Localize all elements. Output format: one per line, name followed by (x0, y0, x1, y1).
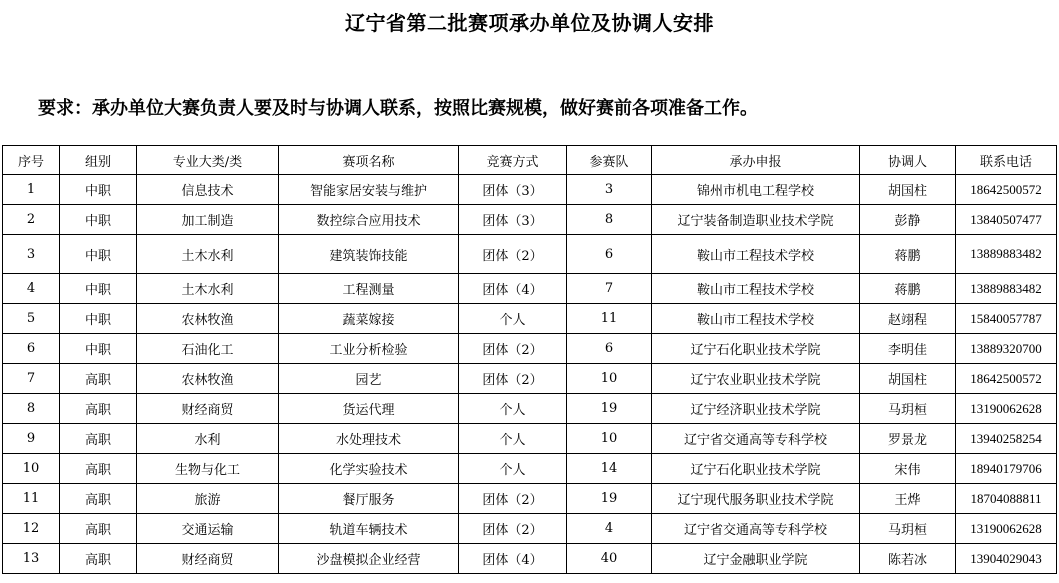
table-row (3, 304, 1057, 334)
cell-teams: 11 (567, 304, 652, 334)
cell-category: 水利 (137, 424, 279, 454)
cell-coordinator: 罗景龙 (860, 424, 956, 454)
cell-teams: 10 (567, 364, 652, 394)
table-row (3, 514, 1057, 544)
cell-index: 3 (3, 235, 60, 274)
cell-event: 化学实验技术 (279, 454, 459, 484)
cell-event: 工业分析检验 (279, 334, 459, 364)
cell-teams: 7 (567, 274, 652, 304)
cell-event: 蔬菜嫁接 (279, 304, 459, 334)
cell-coordinator: 胡国柱 (860, 364, 956, 394)
header-group: 组别 (60, 146, 137, 175)
cell-event: 园艺 (279, 364, 459, 394)
cell-event: 餐厅服务 (279, 484, 459, 514)
cell-phone: 18642500572 (956, 175, 1057, 205)
header-index: 序号 (3, 146, 60, 175)
cell-host: 辽宁金融职业学院 (652, 544, 860, 574)
cell-teams: 19 (567, 394, 652, 424)
cell-index: 12 (3, 514, 60, 544)
cell-event: 沙盘模拟企业经营 (279, 544, 459, 574)
cell-category: 农林牧渔 (137, 304, 279, 334)
requirement-note: 要求：承办单位大赛负责人要及时与协调人联系，按照比赛规模，做好赛前各项准备工作。 (38, 98, 758, 119)
cell-event: 水处理技术 (279, 424, 459, 454)
table-row (3, 544, 1057, 574)
cell-format: 团体（4） (459, 544, 567, 574)
cell-coordinator: 蒋鹏 (860, 274, 956, 304)
cell-host: 辽宁农业职业技术学院 (652, 364, 860, 394)
table-row (3, 205, 1057, 235)
table-row (3, 394, 1057, 424)
cell-coordinator: 蒋鹏 (860, 235, 956, 274)
cell-phone: 18704088811 (956, 484, 1057, 514)
cell-event: 工程测量 (279, 274, 459, 304)
cell-group: 中职 (60, 274, 137, 304)
cell-category: 农林牧渔 (137, 364, 279, 394)
cell-index: 11 (3, 484, 60, 514)
cell-phone: 13190062628 (956, 514, 1057, 544)
header-coordinator: 协调人 (860, 146, 956, 175)
page-title: 辽宁省第二批赛项承办单位及协调人安排 (345, 11, 714, 35)
cell-coordinator: 马玥桓 (860, 514, 956, 544)
cell-host: 辽宁省交通高等专科学校 (652, 424, 860, 454)
table-row (3, 454, 1057, 484)
cell-teams: 6 (567, 235, 652, 274)
cell-format: 团体（2） (459, 235, 567, 274)
cell-category: 加工制造 (137, 205, 279, 235)
cell-group: 高职 (60, 484, 137, 514)
cell-index: 10 (3, 454, 60, 484)
cell-host: 辽宁现代服务职业技术学院 (652, 484, 860, 514)
cell-event: 数控综合应用技术 (279, 205, 459, 235)
cell-phone: 13889320700 (956, 334, 1057, 364)
cell-host: 锦州市机电工程学校 (652, 175, 860, 205)
cell-format: 团体（2） (459, 484, 567, 514)
cell-index: 4 (3, 274, 60, 304)
cell-event: 建筑装饰技能 (279, 235, 459, 274)
table-row (3, 274, 1057, 304)
cell-format: 团体（2） (459, 364, 567, 394)
cell-group: 高职 (60, 364, 137, 394)
cell-index: 9 (3, 424, 60, 454)
cell-category: 石油化工 (137, 334, 279, 364)
cell-phone: 18642500572 (956, 364, 1057, 394)
cell-phone: 13840507477 (956, 205, 1057, 235)
cell-teams: 10 (567, 424, 652, 454)
header-host: 承办申报 (652, 146, 860, 175)
cell-coordinator: 李明佳 (860, 334, 956, 364)
cell-group: 中职 (60, 334, 137, 364)
table-row (3, 424, 1057, 454)
cell-phone: 13190062628 (956, 394, 1057, 424)
cell-event: 智能家居安装与维护 (279, 175, 459, 205)
cell-host: 辽宁装备制造职业技术学院 (652, 205, 860, 235)
cell-index: 5 (3, 304, 60, 334)
cell-category: 财经商贸 (137, 394, 279, 424)
cell-host: 辽宁石化职业技术学院 (652, 334, 860, 364)
cell-host: 鞍山市工程技术学校 (652, 235, 860, 274)
cell-group: 高职 (60, 394, 137, 424)
cell-group: 高职 (60, 514, 137, 544)
table-row (3, 235, 1057, 274)
cell-coordinator: 宋伟 (860, 454, 956, 484)
cell-format: 团体（3） (459, 205, 567, 235)
cell-format: 团体（2） (459, 334, 567, 364)
cell-index: 8 (3, 394, 60, 424)
cell-format: 个人 (459, 304, 567, 334)
header-event: 赛项名称 (279, 146, 459, 175)
cell-format: 个人 (459, 454, 567, 484)
table-row (3, 484, 1057, 514)
cell-host: 鞍山市工程技术学校 (652, 274, 860, 304)
cell-coordinator: 彭静 (860, 205, 956, 235)
cell-index: 13 (3, 544, 60, 574)
cell-teams: 14 (567, 454, 652, 484)
cell-coordinator: 胡国柱 (860, 175, 956, 205)
cell-group: 中职 (60, 175, 137, 205)
cell-phone: 13889883482 (956, 274, 1057, 304)
cell-phone: 13940258254 (956, 424, 1057, 454)
cell-category: 生物与化工 (137, 454, 279, 484)
cell-group: 高职 (60, 544, 137, 574)
cell-category: 旅游 (137, 484, 279, 514)
cell-host: 辽宁省交通高等专科学校 (652, 514, 860, 544)
cell-group: 高职 (60, 454, 137, 484)
cell-category: 土木水利 (137, 235, 279, 274)
cell-index: 6 (3, 334, 60, 364)
cell-format: 个人 (459, 394, 567, 424)
cell-format: 团体（2） (459, 514, 567, 544)
cell-index: 1 (3, 175, 60, 205)
cell-category: 财经商贸 (137, 544, 279, 574)
table-row (3, 334, 1057, 364)
cell-phone: 13904029043 (956, 544, 1057, 574)
cell-teams: 40 (567, 544, 652, 574)
table-row (3, 175, 1057, 205)
header-format: 竞赛方式 (459, 146, 567, 175)
cell-host: 鞍山市工程技术学校 (652, 304, 860, 334)
cell-format: 团体（3） (459, 175, 567, 205)
cell-phone: 13889883482 (956, 235, 1057, 274)
cell-coordinator: 赵翊程 (860, 304, 956, 334)
cell-event: 轨道车辆技术 (279, 514, 459, 544)
cell-teams: 4 (567, 514, 652, 544)
cell-coordinator: 马玥桓 (860, 394, 956, 424)
cell-teams: 6 (567, 334, 652, 364)
cell-index: 7 (3, 364, 60, 394)
cell-index: 2 (3, 205, 60, 235)
header-phone: 联系电话 (956, 146, 1057, 175)
cell-group: 高职 (60, 424, 137, 454)
cell-phone: 15840057787 (956, 304, 1057, 334)
cell-event: 货运代理 (279, 394, 459, 424)
cell-coordinator: 陈若冰 (860, 544, 956, 574)
cell-coordinator: 王烨 (860, 484, 956, 514)
cell-host: 辽宁经济职业技术学院 (652, 394, 860, 424)
cell-teams: 3 (567, 175, 652, 205)
cell-category: 土木水利 (137, 274, 279, 304)
cell-group: 中职 (60, 235, 137, 274)
table-header-row (3, 146, 1057, 175)
cell-category: 交通运输 (137, 514, 279, 544)
cell-teams: 8 (567, 205, 652, 235)
cell-teams: 19 (567, 484, 652, 514)
cell-group: 中职 (60, 304, 137, 334)
table-row (3, 364, 1057, 394)
cell-category: 信息技术 (137, 175, 279, 205)
cell-format: 个人 (459, 424, 567, 454)
header-teams: 参赛队 (567, 146, 652, 175)
cell-group: 中职 (60, 205, 137, 235)
header-category: 专业大类/类 (137, 146, 279, 175)
cell-phone: 18940179706 (956, 454, 1057, 484)
assignment-table (2, 145, 1057, 574)
cell-format: 团体（4） (459, 274, 567, 304)
cell-host: 辽宁石化职业技术学院 (652, 454, 860, 484)
